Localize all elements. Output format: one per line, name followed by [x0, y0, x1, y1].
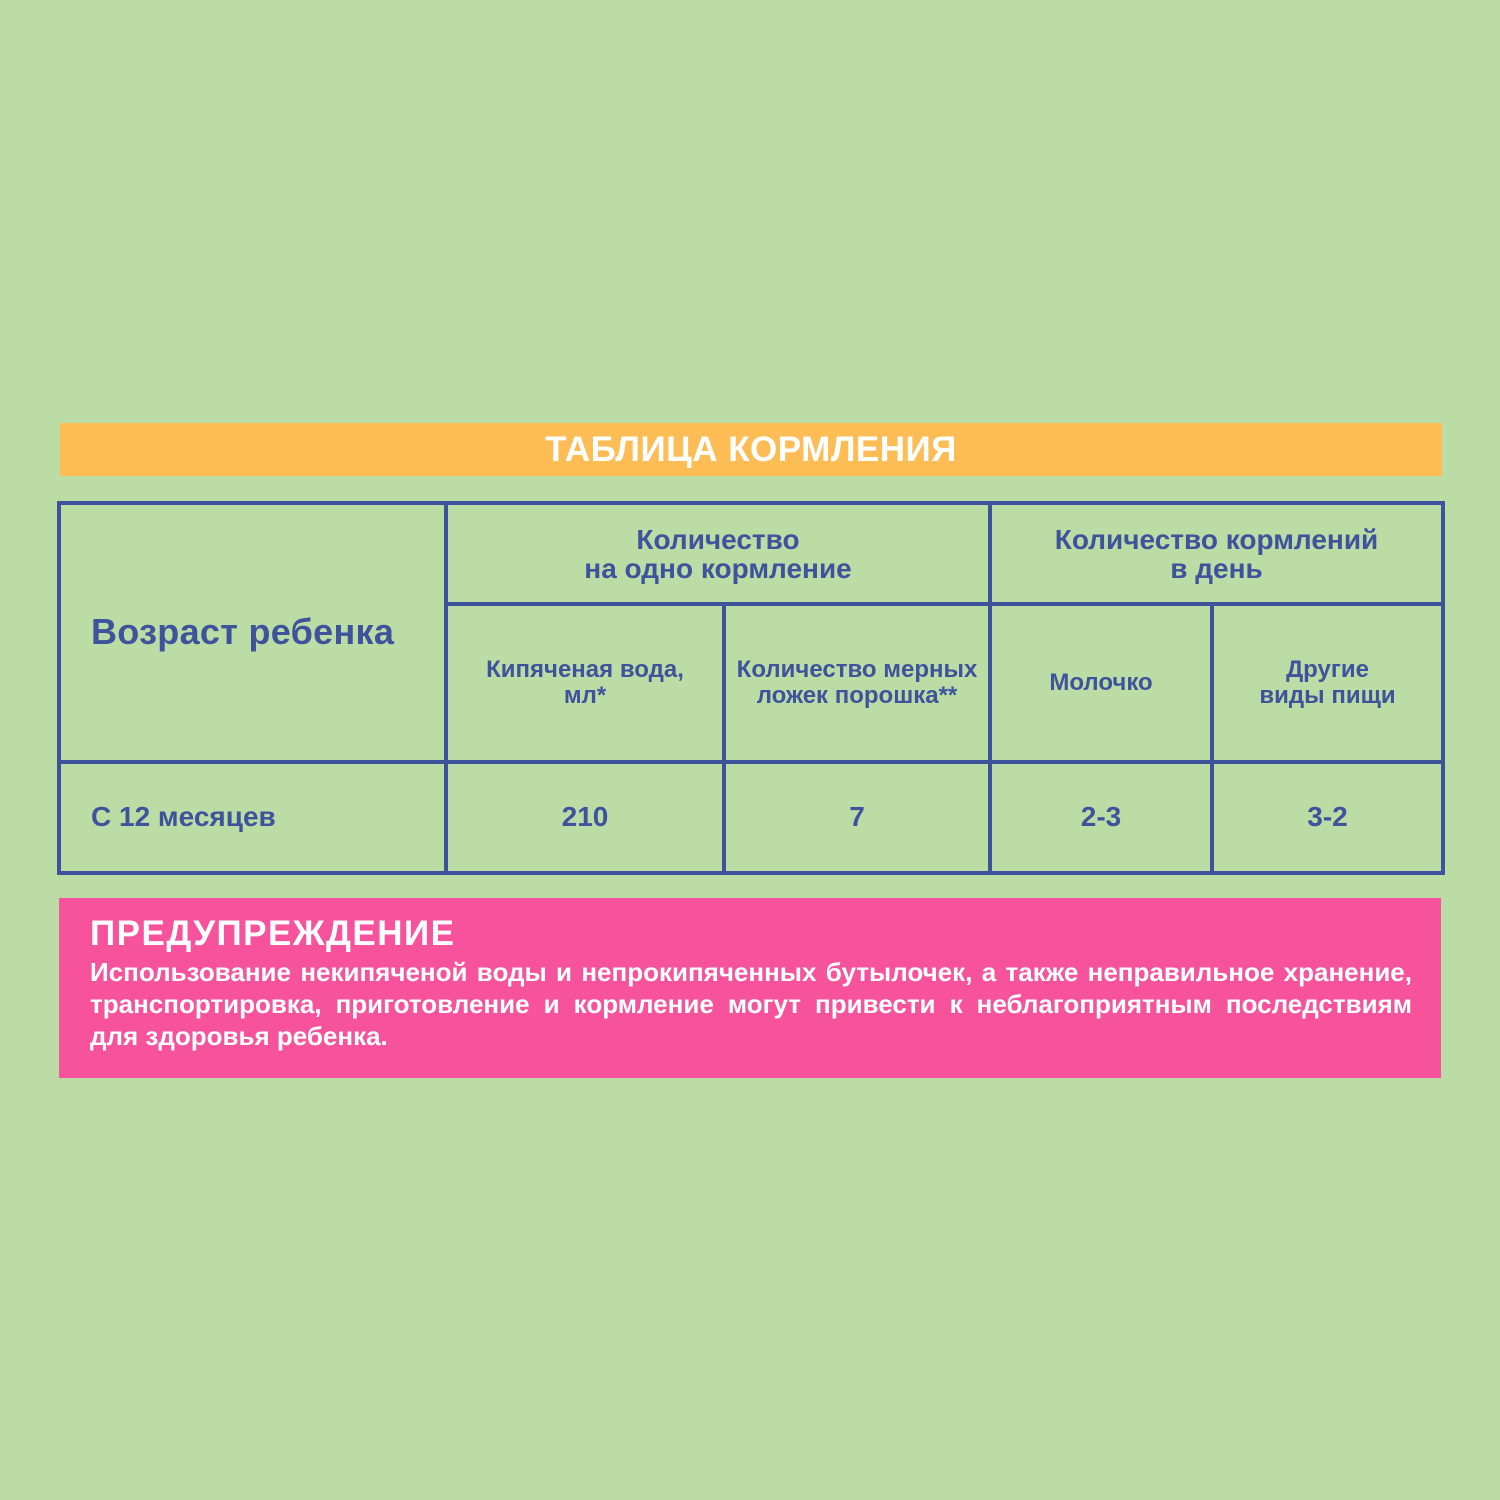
amount-header-line-1: Количество: [636, 523, 800, 555]
spoons-header: [724, 604, 990, 762]
spoons-header-line-1: Количество мерных: [736, 655, 978, 683]
age-value-cell: С 12 месяцев: [59, 762, 446, 873]
table-row: [59, 762, 1443, 873]
other-food-header-line-2: виды пищи: [1259, 681, 1396, 709]
feedings-per-day-header: [990, 503, 1443, 604]
age-header-cell: [59, 503, 446, 762]
warning-text: Использование некипяченой воды и непрокипяченных бутылочек, а также неправильное хранение, транспортировка, приготовление и кормление могут привести к неблагоприятным последствиям для здоровья ребенка.: [90, 957, 1412, 1051]
other-food-value-cell: 3-2: [1212, 762, 1443, 873]
boiled-water-header-line-1: Кипяченая вода,: [486, 655, 684, 683]
milk-header: [990, 604, 1212, 762]
spoons-header-line-2: ложек порошка**: [756, 681, 958, 709]
boiled-water-header: [446, 604, 724, 762]
other-food-header-line-1: Другие: [1286, 655, 1369, 683]
feeding-table-title-text: ТАБЛИЦА КОРМЛЕНИЯ: [545, 429, 957, 469]
spoons-value-cell: 7: [724, 762, 990, 873]
amount-per-feeding-header: [446, 503, 990, 604]
amount-header-line-2: на одно кормление: [584, 552, 852, 584]
feedings-header-line-1: Количество кормлений: [1054, 523, 1379, 555]
water-value-cell: 210: [446, 762, 724, 873]
feeding-table: [57, 501, 1445, 875]
feedings-header-line-2: в день: [1170, 552, 1263, 584]
age-header-label: Возраст ребенка: [91, 611, 395, 653]
boiled-water-header-line-2: мл*: [563, 681, 607, 709]
warning-title: ПРЕДУПРЕЖДЕНИЕ: [90, 914, 456, 953]
milk-header-line-1: Молочко: [1049, 668, 1153, 696]
milk-value-cell: 2-3: [990, 762, 1212, 873]
other-food-header: [1212, 604, 1443, 762]
warning-box: [59, 898, 1441, 1078]
feeding-table-title: [60, 423, 1442, 476]
table-header-row-1: [59, 503, 1443, 604]
